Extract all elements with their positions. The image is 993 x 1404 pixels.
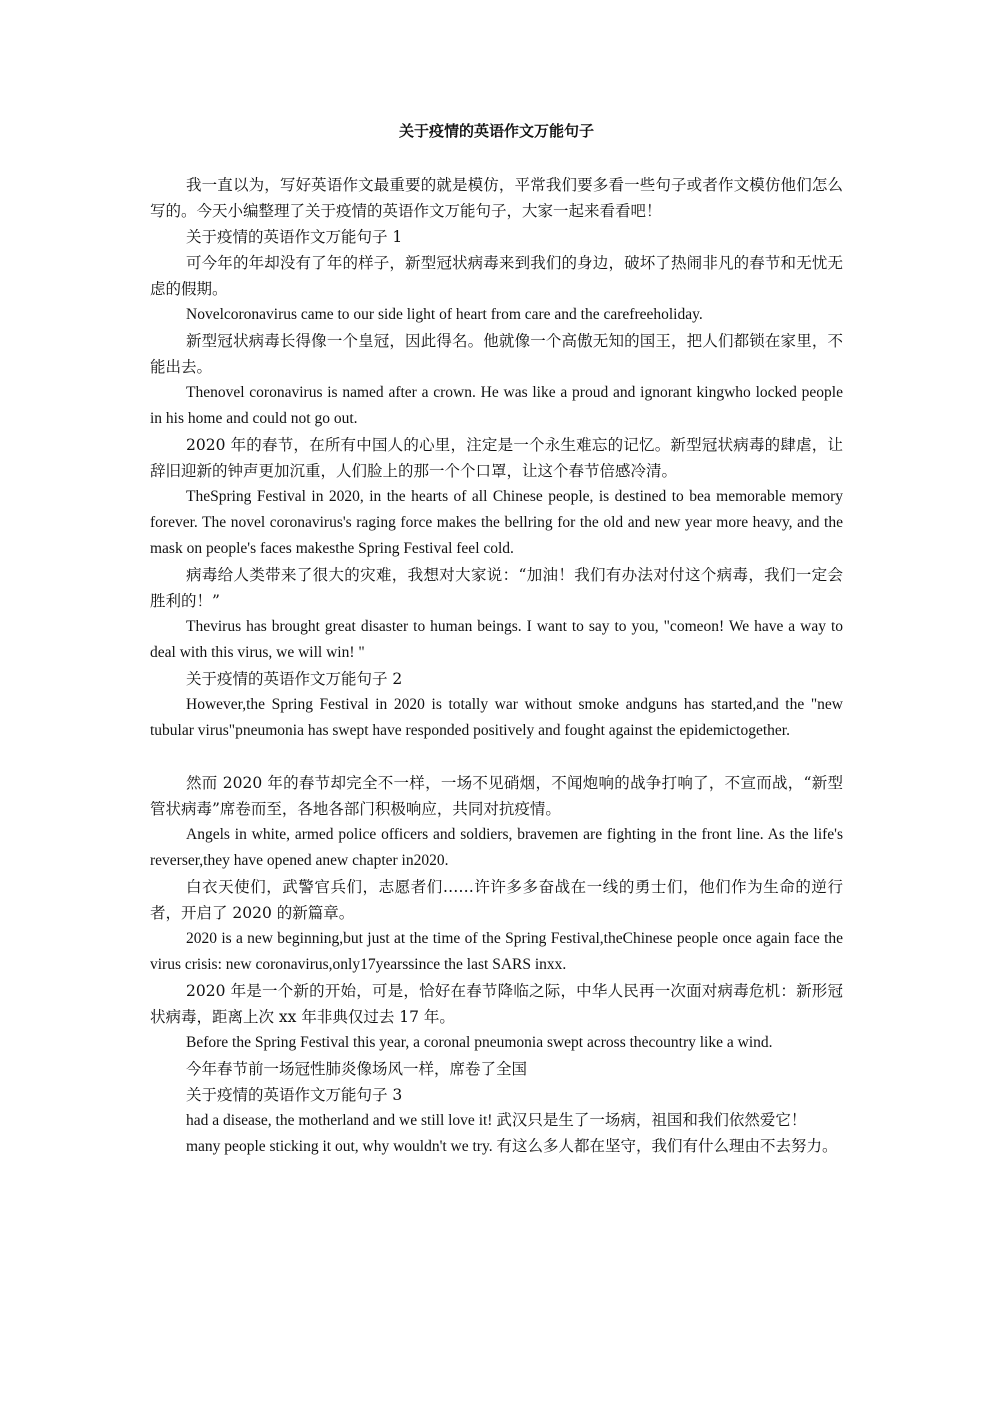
paragraph: TheSpring Festival in 2020, in the hearts of all Chinese people, is destined to bea memorable memory forever. The novel coronavirus's raging force makes the bellring for the old and new year more heavy, and the mask on people's faces makesthe Spring Festival feel cold. (150, 488, 843, 557)
paragraph: 可今年的年却没有了年的样子，新型冠状病毒来到我们的身边，破坏了热闹非凡的春节和无忧无虑的假期。 (150, 254, 843, 298)
paragraph: Thevirus has brought great disaster to human beings. I want to say to you, "comeon! We have a way to deal with this virus, we will win! " (150, 618, 843, 661)
paragraph: However,the Spring Festival in 2020 is totally war without smoke andguns has started,and the "new tubular virus"pneumonia has swept have responded positively and fought against the epidemictogether. (150, 696, 843, 739)
paragraph: 然而 2020 年的春节却完全不一样，一场不见硝烟，不闻炮响的战争打响了，不宣而战，“新型管状病毒”席卷而至，各地各部门积极响应，共同对抗疫情。 (150, 774, 843, 818)
paragraph: 今年春节前一场冠性肺炎像场风一样，席卷了全国 (186, 1060, 528, 1078)
document-title: 关于疫情的英语作文万能句子 (398, 122, 594, 140)
paragraph: 病毒给人类带来了很大的灾难，我想对大家说：“加油！我们有办法对付这个病毒，我们一定会胜利的！” (150, 566, 843, 610)
paragraph: Novelcoronavirus came to our side light of heart from care and the carefreeholiday. (186, 306, 703, 323)
paragraph: 2020 is a new beginning,but just at the time of the Spring Festival,theChinese people once again face the virus crisis: new coronavirus,only17yearssince the last SARS inxx. (150, 930, 843, 973)
paragraph: Before the Spring Festival this year, a coronal pneumonia swept across thecountry like a wind. (186, 1034, 773, 1051)
section-heading: 关于疫情的英语作文万能句子 1 (186, 228, 403, 246)
paragraph: 白衣天使们，武警官兵们，志愿者们……许许多多奋战在一线的勇士们，他们作为生命的逆行者，开启了 2020 的新篇章。 (150, 878, 843, 922)
paragraph: had a disease, the motherland and we still love it! 武汉只是生了一场病，祖国和我们依然爱它！ (186, 1112, 807, 1129)
paragraph: Thenovel coronavirus is named after a crown. He was like a proud and ignorant kingwho locked people in his home and could not go out. (150, 384, 843, 427)
section-heading: 关于疫情的英语作文万能句子 2 (186, 670, 403, 688)
paragraph: Angels in white, armed police officers and soldiers, bravemen are fighting in the front line. As the life's reverser,they have opened anew chapter in2020. (150, 826, 843, 869)
paragraph: 2020 年的春节，在所有中国人的心里，注定是一个永生难忘的记忆。新型冠状病毒的肆虐，让辞旧迎新的钟声更加沉重，人们脸上的那一个个口罩，让这个春节倍感冷清。 (150, 436, 843, 480)
paragraph-spacer (150, 744, 843, 770)
document-body (150, 172, 843, 1160)
paragraph: 我一直以为，写好英语作文最重要的就是模仿，平常我们要多看一些句子或者作文模仿他们怎么写的。今天小编整理了关于疫情的英语作文万能句子，大家一起来看看吧！ (150, 176, 843, 220)
document-page (150, 0, 843, 1404)
paragraph: 2020 年是一个新的开始，可是，恰好在春节降临之际，中华人民再一次面对病毒危机：新形冠状病毒，距离上次 xx 年非典仅过去 17 年。 (150, 982, 843, 1026)
section-heading: 关于疫情的英语作文万能句子 3 (186, 1086, 403, 1104)
paragraph: many people sticking it out, why wouldn't we try. 有这么多人都在坚守，我们有什么理由不去努力。 (186, 1138, 838, 1155)
paragraph: 新型冠状病毒长得像一个皇冠，因此得名。他就像一个高傲无知的国王，把人们都锁在家里，不能出去。 (150, 332, 843, 376)
